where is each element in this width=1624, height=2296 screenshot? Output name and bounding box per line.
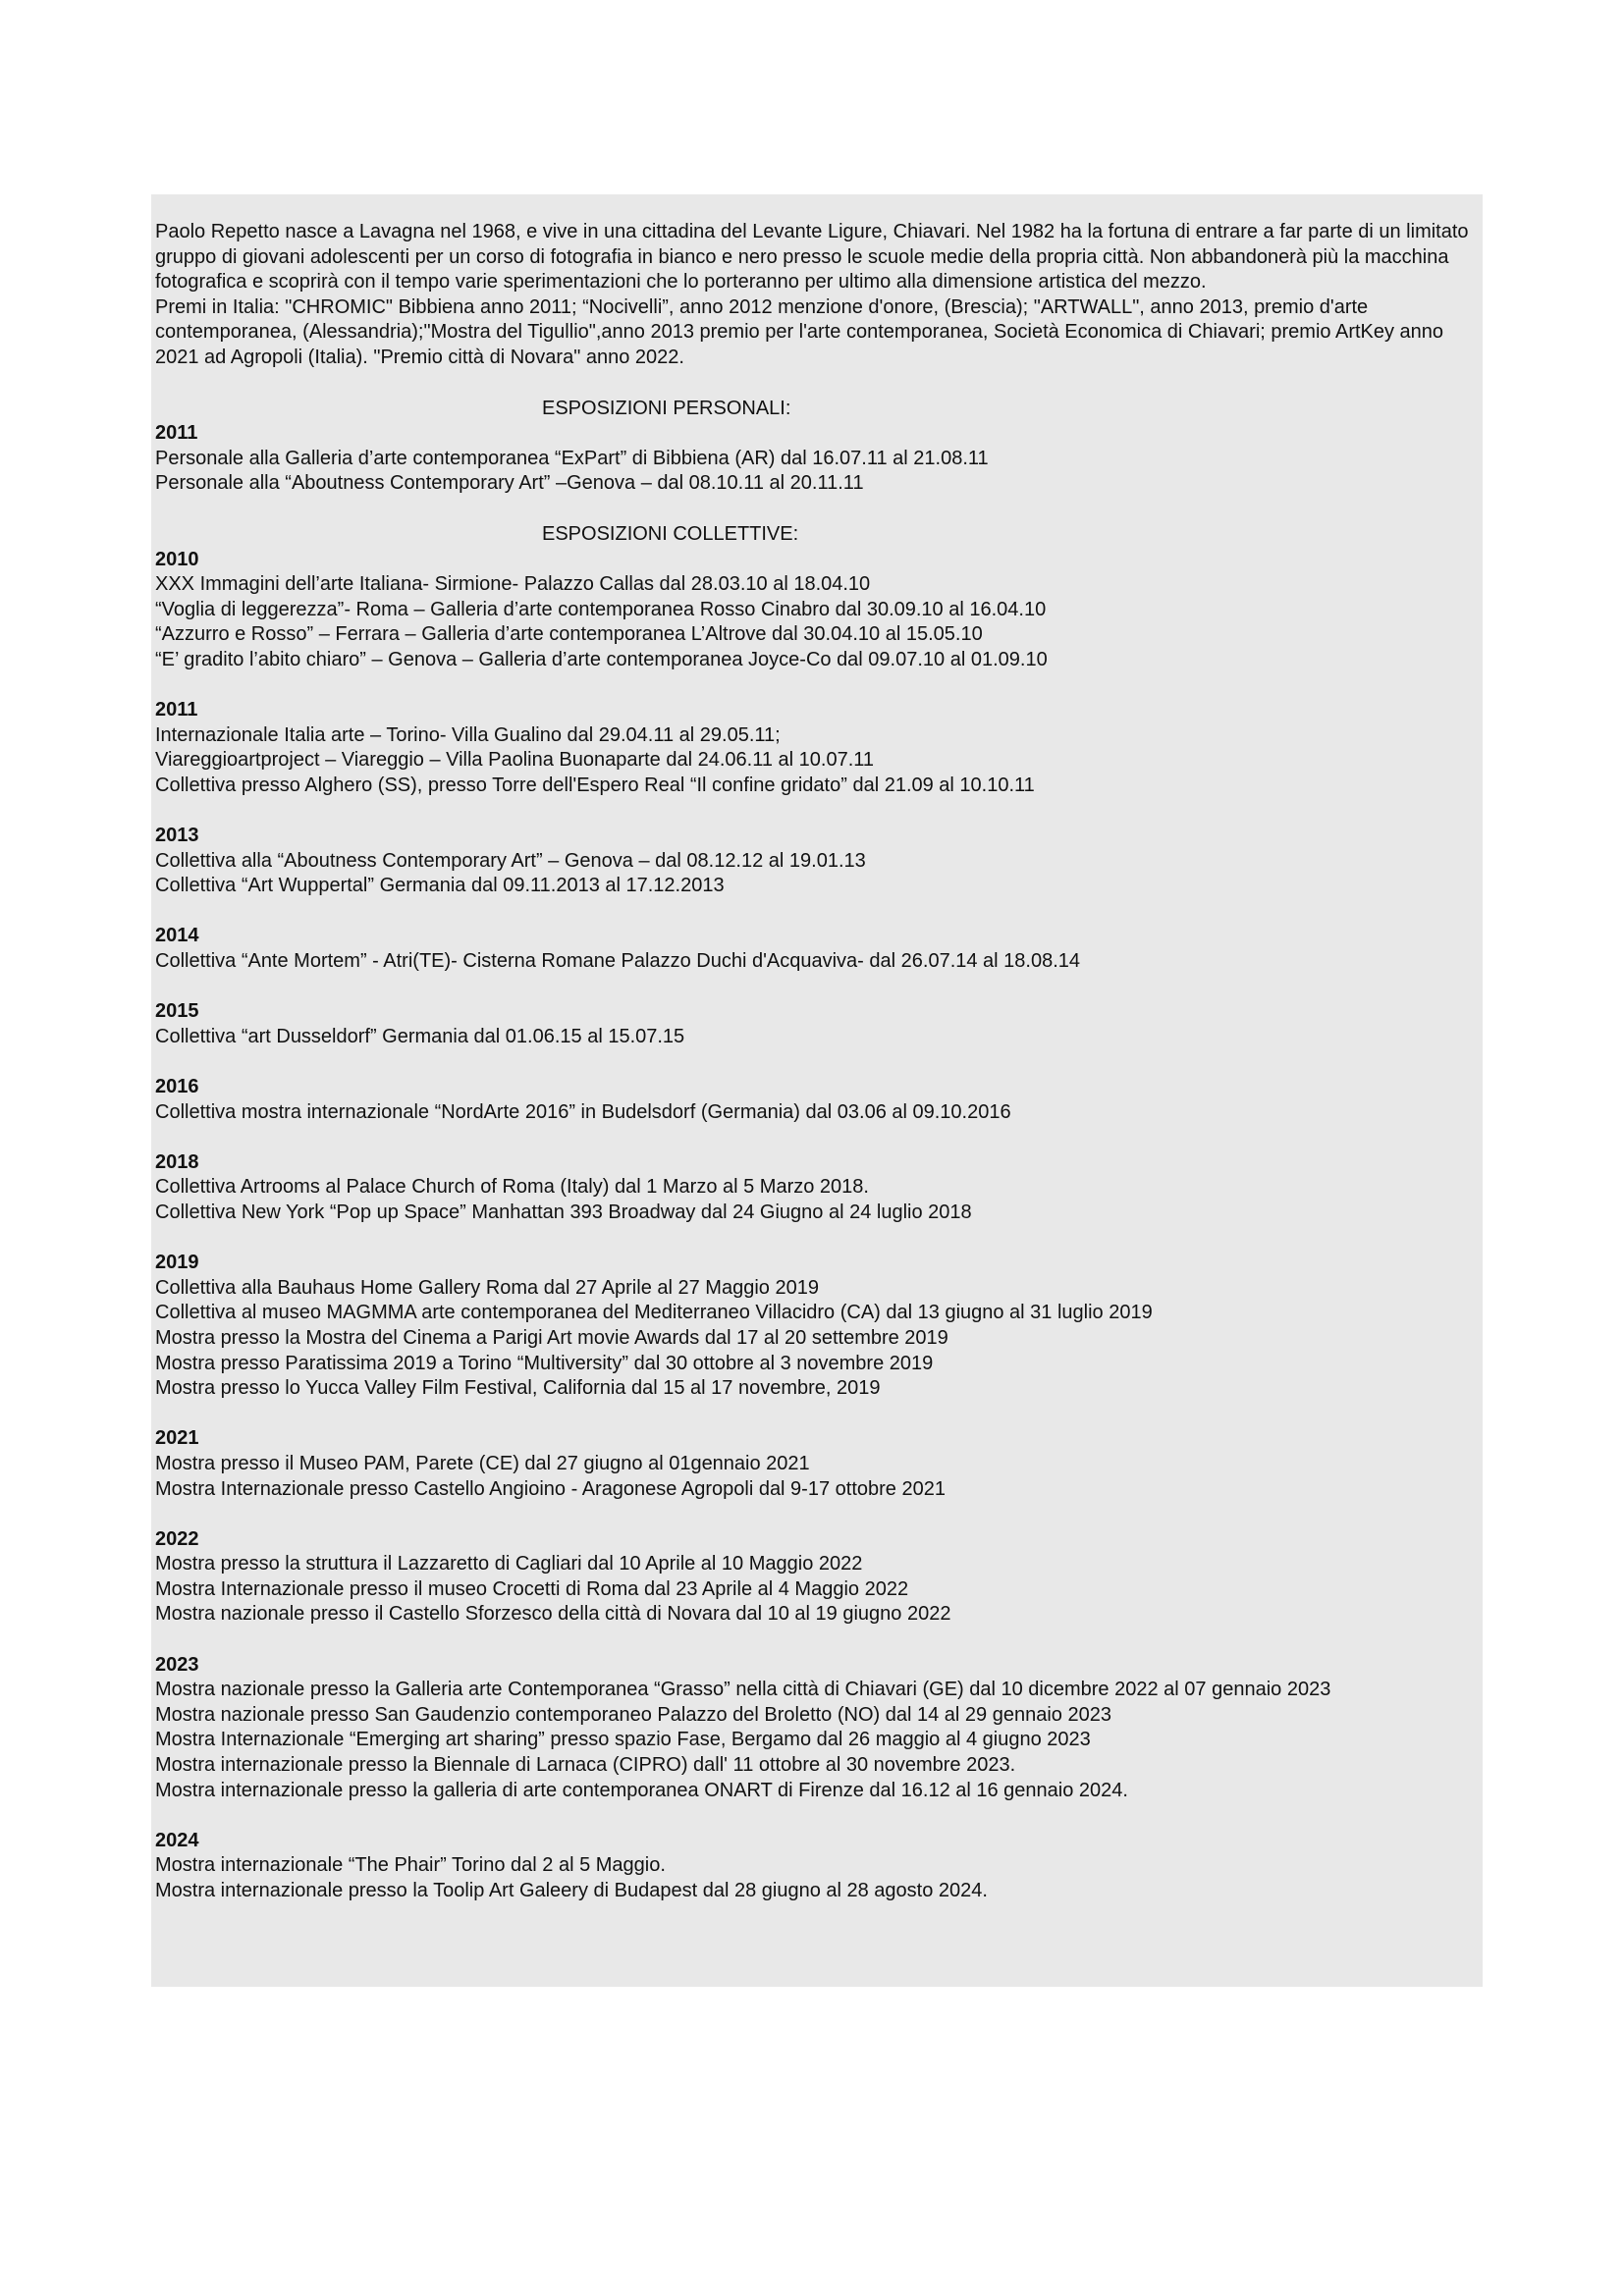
exhibition-entry: “E’ gradito l’abito chiaro” – Genova – Galleria d’arte contemporanea Joyce-Co dal 09.07.10 al 01.09.10 [155, 648, 1048, 670]
exhibition-entry: XXX Immagini dell’arte Italiana- Sirmione- Palazzo Callas dal 28.03.10 al 18.04.10 [155, 573, 871, 596]
biography [155, 220, 1479, 371]
exhibition-entry: Mostra nazionale presso la Galleria arte Contemporanea “Grasso” nella città di Chiavari (GE) dal 10 dicembre 2022 al 07 gennaio 2023 [155, 1679, 1331, 1701]
exhibition-entry: Mostra presso Paratissima 2019 a Torino “Multiversity” dal 30 ottobre al 3 novembre 2019 [155, 1352, 934, 1374]
year-group [155, 824, 1479, 899]
year-label: 2014 [155, 925, 199, 947]
year-label: 2024 [155, 1829, 199, 1851]
year-label: 2011 [155, 699, 198, 721]
collettive-section [155, 548, 1479, 1904]
exhibition-entry: Mostra presso la Mostra del Cinema a Parigi Art movie Awards dal 17 al 20 settembre 2019 [155, 1326, 948, 1349]
exhibition-entry: Mostra internazionale presso la Biennale di Larnaca (CIPRO) dall' 11 ottobre al 30 novembre 2023. [155, 1754, 1016, 1777]
exhibition-entry: Collettiva alla Bauhaus Home Gallery Roma dal 27 Aprile al 27 Maggio 2019 [155, 1276, 819, 1299]
exhibition-entry: Mostra presso la struttura il Lazzaretto di Cagliari dal 10 Aprile al 10 Maggio 2022 [155, 1553, 863, 1575]
year-label: 2010 [155, 548, 199, 570]
exhibition-entry: Mostra Internazionale “Emerging art sharing” presso spazio Fase, Bergamo dal 26 maggio al 4 giugno 2023 [155, 1729, 1091, 1751]
exhibition-entry: Collettiva alla “Aboutness Contemporary Art” – Genova – dal 08.12.12 al 19.01.13 [155, 849, 866, 872]
exhibition-entry: Collettiva presso Alghero (SS), presso Torre dell'Espero Real “Il confine gridato” dal 21.09 al 10.10.11 [155, 774, 1035, 796]
year-label: 2022 [155, 1527, 199, 1550]
exhibition-entry: Collettiva mostra internazionale “NordArte 2016” in Budelsdorf (Germania) dal 03.06 al 09.10.2016 [155, 1100, 1011, 1123]
year-group [155, 1150, 1479, 1226]
exhibition-entry: Mostra Internazionale presso Castello Angioino - Aragonese Agropoli dal 9-17 ottobre 2021 [155, 1477, 946, 1500]
exhibition-entry: Collettiva Artrooms al Palace Church of Roma (Italy) dal 1 Marzo al 5 Marzo 2018. [155, 1176, 869, 1199]
year-group [155, 548, 1479, 673]
year-label: 2021 [155, 1427, 199, 1450]
exhibition-entry: Collettiva “art Dusseldorf” Germania dal 01.06.15 al 15.07.15 [155, 1025, 685, 1047]
exhibition-entry: Collettiva “Ante Mortem” - Atri(TE)- Cisterna Romane Palazzo Duchi d'Acquaviva- dal 26.07.14 al 18.08.14 [155, 950, 1081, 973]
exhibition-entry: Personale alla Galleria d’arte contemporanea “ExPart” di Bibbiena (AR) dal 16.07.11 al 21.08.11 [155, 447, 989, 469]
exhibition-entry: Collettiva New York “Pop up Space” Manhattan 393 Broadway dal 24 Giugno al 24 luglio 2018 [155, 1201, 972, 1223]
exhibition-entry: “Voglia di leggerezza”- Roma – Galleria d’arte contemporanea Rosso Cinabro dal 30.09.10 al 16.04.10 [155, 598, 1047, 620]
year-group [155, 421, 1479, 497]
year-group [155, 1251, 1479, 1402]
exhibition-entry: Mostra internazionale “The Phair” Torino dal 2 al 5 Maggio. [155, 1854, 666, 1877]
bio-paragraph: Paolo Repetto nasce a Lavagna nel 1968, e vive in una cittadina del Levante Ligure, Chiavari. Nel 1982 ha la fortuna di entrare a far parte di un limitato gruppo di giovani adolescenti per un corso di fotografia in bianco e nero presso le scuole medie della propria città. Non abbandonerà più la macchina fotografica e scoprirà con il tempo varie sperimentazioni che lo porteranno per ultimo alla dimensione artistica del mezzo. [155, 221, 1469, 294]
year-label: 2018 [155, 1150, 199, 1173]
year-label: 2013 [155, 825, 199, 847]
heading-personali: ESPOSIZIONI PERSONALI: [542, 397, 791, 419]
exhibition-entry: Personale alla “Aboutness Contemporary Art” –Genova – dal 08.10.11 al 20.11.11 [155, 472, 864, 495]
year-label: 2023 [155, 1653, 199, 1676]
year-group [155, 924, 1479, 974]
exhibition-entry: Mostra internazionale presso la galleria di arte contemporanea ONART di Firenze dal 16.12 al 16 gennaio 2024. [155, 1779, 1128, 1801]
exhibition-entry: Mostra Internazionale presso il museo Crocetti di Roma dal 23 Aprile al 4 Maggio 2022 [155, 1577, 909, 1600]
year-group [155, 1829, 1479, 1904]
document-panel [151, 194, 1483, 1987]
year-group [155, 1426, 1479, 1502]
exhibition-entry: Collettiva “Art Wuppertal” Germania dal 09.11.2013 al 17.12.2013 [155, 875, 725, 897]
personali-section [155, 421, 1479, 497]
exhibition-entry: Mostra nazionale presso il Castello Sforzesco della città di Novara dal 10 al 19 giugno 2022 [155, 1603, 951, 1626]
year-group [155, 1075, 1479, 1125]
awards-paragraph: Premi in Italia: "CHROMIC" Bibbiena anno 2011; “Nocivelli”, anno 2012 menzione d'onore, (Brescia); "ARTWALL", anno 2013, premio d'arte contemporanea, (Alessandria);"Mostra del Tigullio",anno 2013 premio per l'arte contemporanea, Società Economica di Chiavari; premio ArtKey anno 2021 ad Agropoli (Italia). "Premio città di Novara" anno 2022. [155, 295, 1444, 368]
year-label: 2011 [155, 422, 198, 445]
year-label: 2015 [155, 1000, 199, 1023]
year-label: 2016 [155, 1076, 199, 1097]
exhibition-entry: Mostra presso lo Yucca Valley Film Festival, California dal 15 al 17 novembre, 2019 [155, 1377, 881, 1400]
year-label: 2019 [155, 1252, 199, 1274]
year-group [155, 1527, 1479, 1628]
exhibition-entry: Viareggioartproject – Viareggio – Villa Paolina Buonaparte dal 24.06.11 al 10.07.11 [155, 749, 875, 772]
exhibition-entry: Collettiva al museo MAGMMA arte contemporanea del Mediterraneo Villacidro (CA) dal 13 giugno al 31 luglio 2019 [155, 1302, 1153, 1324]
exhibition-entry: Mostra presso il Museo PAM, Parete (CE) dal 27 giugno al 01gennaio 2021 [155, 1452, 810, 1474]
exhibition-entry: “Azzurro e Rosso” – Ferrara – Galleria d’arte contemporanea L’Altrove dal 30.04.10 al 15.05.10 [155, 623, 983, 646]
exhibition-entry: Mostra internazionale presso la Toolip Art Galeery di Budapest dal 28 giugno al 28 agosto 2024. [155, 1880, 988, 1901]
exhibition-entry: Internazionale Italia arte – Torino- Villa Gualino dal 29.04.11 al 29.05.11; [155, 723, 781, 746]
year-group [155, 698, 1479, 798]
year-group [155, 1653, 1479, 1804]
heading-collettive: ESPOSIZIONI COLLETTIVE: [542, 522, 799, 545]
exhibition-entry: Mostra nazionale presso San Gaudenzio contemporaneo Palazzo del Broletto (NO) dal 14 al 29 gennaio 2023 [155, 1703, 1111, 1726]
year-group [155, 999, 1479, 1049]
